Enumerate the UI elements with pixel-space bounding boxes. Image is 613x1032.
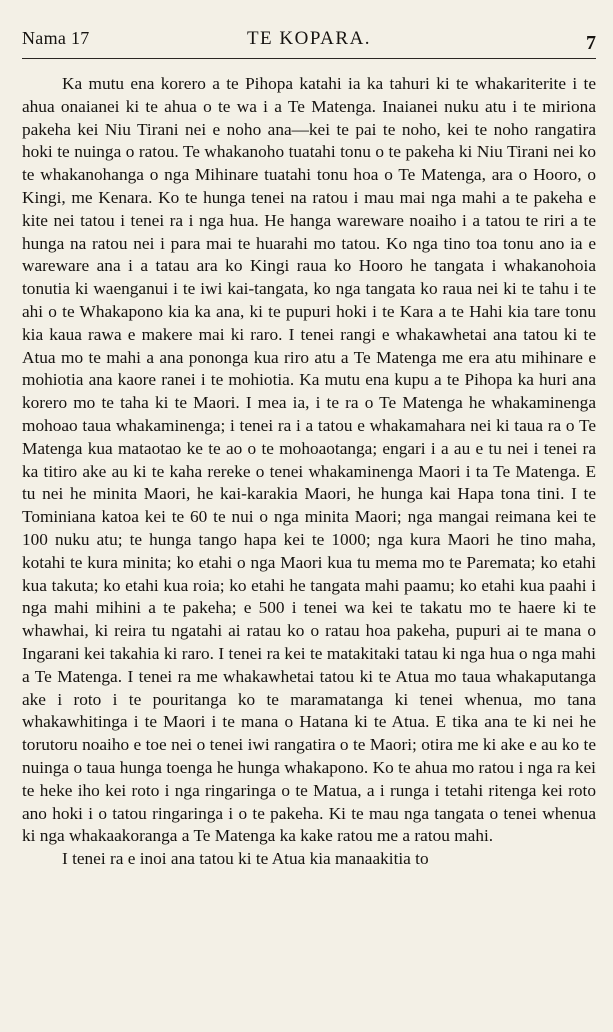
page-number: 7 <box>586 32 596 54</box>
issue-number: Nama 17 <box>22 28 90 48</box>
article-body <box>22 73 596 871</box>
header-rule <box>22 58 596 59</box>
publication-title: TE KOPARA. <box>246 28 372 49</box>
paragraph: I tenei ra e inoi ana tatou ki te Atua kia manaakitia to <box>62 849 429 869</box>
running-header <box>22 28 596 58</box>
paragraph: Ka mutu ena korero a te Pihopa katahi ia ka tahuri ki te whakariterite i te ahua onaianei ki te ahua o te wa i a Te Matenga. Inaianei nuku atu i te miriona pakeha kei Niu Tirani nei e noho ana—kei te pai te noho, kei te noho rangatira hoki te nuinga o ratou. Te whakanoho tuatahi tonu o te pakeha ki Niu Tirani nei ko te whakanohanga o nga Mihinare tuatahi tonu hoa o Te Matenga, ara o Hooro, o Kingi, me Kenara. Ko te hunga tenei na ratou i mau mai nga mahi a te pakeha e kite nei tatou i tenei ra i nga hua. He hanga wareware noaiho i a tatou te riri a te hunga na ratou nei i para mai te huarahi mo tatou. Ko nga tino toa tonu ano ia e wareware ana i a tatau ara ko Kingi raua ko Hooro he tangata i whakanohoia tonutia ki waenganui i te iwi kai-tangata, ko nga tangata ko raua nei ki te tahu i te ahi o te Whakapono kia ka ana, ki te pupuri hoki i te Kara a te Hahi kia tare tonu kia kaua rawa e makere mai ki raro. I tenei rangi e whakawhetai ana tatou ki te Atua mo te mahi a ana pononga kua riro atu a Te Matenga me era atu mihinare e mohiotia ana kaore ranei i te mohiotia. Ka mutu ena kupu a te Pihopa ka huri ana korero mo te taha ki te Maori. I mea ia, i te ra o Te Matenga he whakaminenga mohoao taua whakaminenga; i tenei ra i a tatou e whakamahara nei ki taua ra o Te Matenga kua mataotao ke te ao o te mohoaotanga; engari i a au e tu nei i tenei ra ka titiro ake au ki te kaha rereke o tenei whakaminenga Maori i ta Te Matenga. E tu nei he minita Maori, he kai-karakia Maori, he hunga kai Hapa tona tini. I te Tominiana katoa kei te 60 te nui o nga minita Maori; nga mangai reimana kei te 100 nuku atu; te hunga tango hapa kei te 1000; nga kura Maori he tino maha, kotahi te kura minita; ko etahi o nga Maori kua tu mema mo te Paremata; ko etahi kua takuta; ko etahi kua roia; ko etahi he tangata mahi paamu; ko etahi kua paahi i nga mahi mihini a te pakeha; e 500 i tenei wa kei te takatu mo te haere ki te whawhai, ki reira tu ngatahi ai ratau ko o ratau hoa pakeha, pupuri ai te mana o Ingarani kei takahia ki raro. I tenei ra kei te matakitaki tatau ki nga hua o nga mahi a Te Matenga. I tenei ra me whakawhetai tatou ki te Atua mo taua whakaputanga ake i roto i te pouritanga ko te maramatanga ki tenei whenua, mo tana whakawhitinga i te Maori i te mana o Hatana ki te Atua. E tika ana te ki nei he torutoru noaiho e toe nei o tenei iwi rangatira o te Maori; otira me ki ake e au ko te nuinga o taua hunga toenga he hunga whakapono. Ko te ahua mo ratou i nga ra kei te heke iho kei roto i nga ringaringa o te Matua, a i runga i tetahi ritenga kei roto ano hoki i o tatou ringaringa i o te pakeha. Ki te mau nga tangata o tenei whenua ki nga whakaakoranga a Te Matenga ka kake ratou me a ratou mahi. <box>22 74 596 846</box>
